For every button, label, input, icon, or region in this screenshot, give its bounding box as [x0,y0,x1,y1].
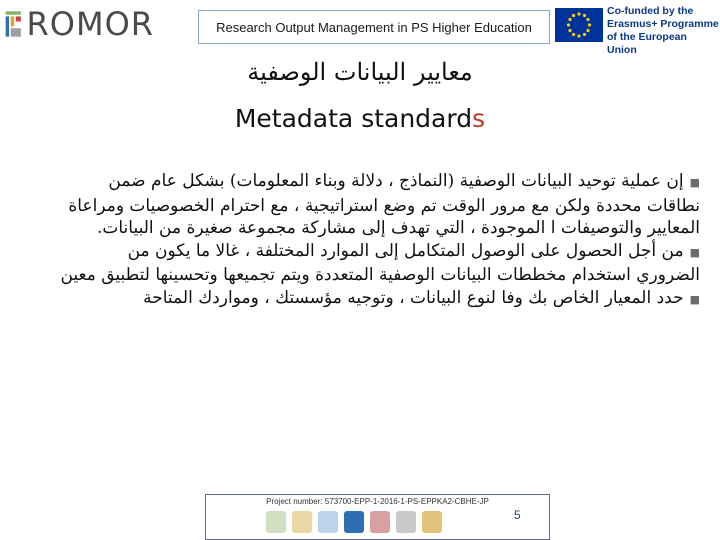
romor-logo [4,4,154,44]
logo-text: ROMOR [26,5,154,43]
eu-text-line: Co-funded by the [607,5,694,17]
partner-logo-icon [422,511,442,533]
partner-logo-icon [318,511,338,533]
eu-text-line: Erasmus+ Programme [607,18,719,30]
eu-flag-icon [555,8,603,42]
bullet-text: من أجل الحصول على الوصول المتكامل إلى الموارد المختلفة ، غالا ما يكون من الضروري استخدام مخططات البيانات الوصفية المتعددة ويتم تجميعها وتحسينها لتطبيق معين [60,240,700,286]
square-bullet-icon: ■ [689,176,700,189]
partner-logo-icon [292,511,312,533]
bullet-text: حدد المعيار الخاص بك وفا لنوع البيانات ، وتوجيه مؤسستك ، ومواردك المتاحة [143,287,684,308]
project-title: Research Output Management in PS Higher Education [216,19,532,35]
footer-partners-box [205,494,550,540]
page-number: 5 [514,508,521,522]
square-bullet-icon: ■ [689,292,700,306]
partner-logo-icon [396,511,416,533]
bullet-item [60,287,700,312]
partner-logo-icon [266,511,286,533]
title-english-main: Metadata standard [234,104,473,133]
project-number: Project number: 573700-EPP-1-2016-1-PS-EPPKA2-CBHE-JP [266,497,489,506]
partner-logos [266,511,442,533]
romor-logo-icon [4,7,23,41]
bullet-item [60,170,700,240]
eu-text-line: of the European Union [607,31,687,56]
partner-logo-icon [370,511,390,533]
project-title-box [198,10,550,44]
square-bullet-icon: ■ [689,245,700,259]
bullet-list [60,170,700,312]
title-english-accent: s [472,104,486,133]
title-arabic: معايير البيانات الوصفية [247,58,473,86]
bullet-text: إن عملية توحيد البيانات الوصفية (النماذج ، دلالة وبناء المعلومات) بشكل عام ضمن نطاقات محددة ولكن مع مرور الوقت تم وضع استراتيجية ، مع احترام الخصوصيات ومراعاة المعايير والتوصيفات ا الموجودة ، التي تهدف إلى مشاركة مجموعة صغيرة من البيانات. [68,171,700,239]
partner-logo-icon [344,511,364,533]
title-english [0,104,720,133]
eu-cofunded-text [607,5,719,57]
bullet-item [60,240,700,287]
